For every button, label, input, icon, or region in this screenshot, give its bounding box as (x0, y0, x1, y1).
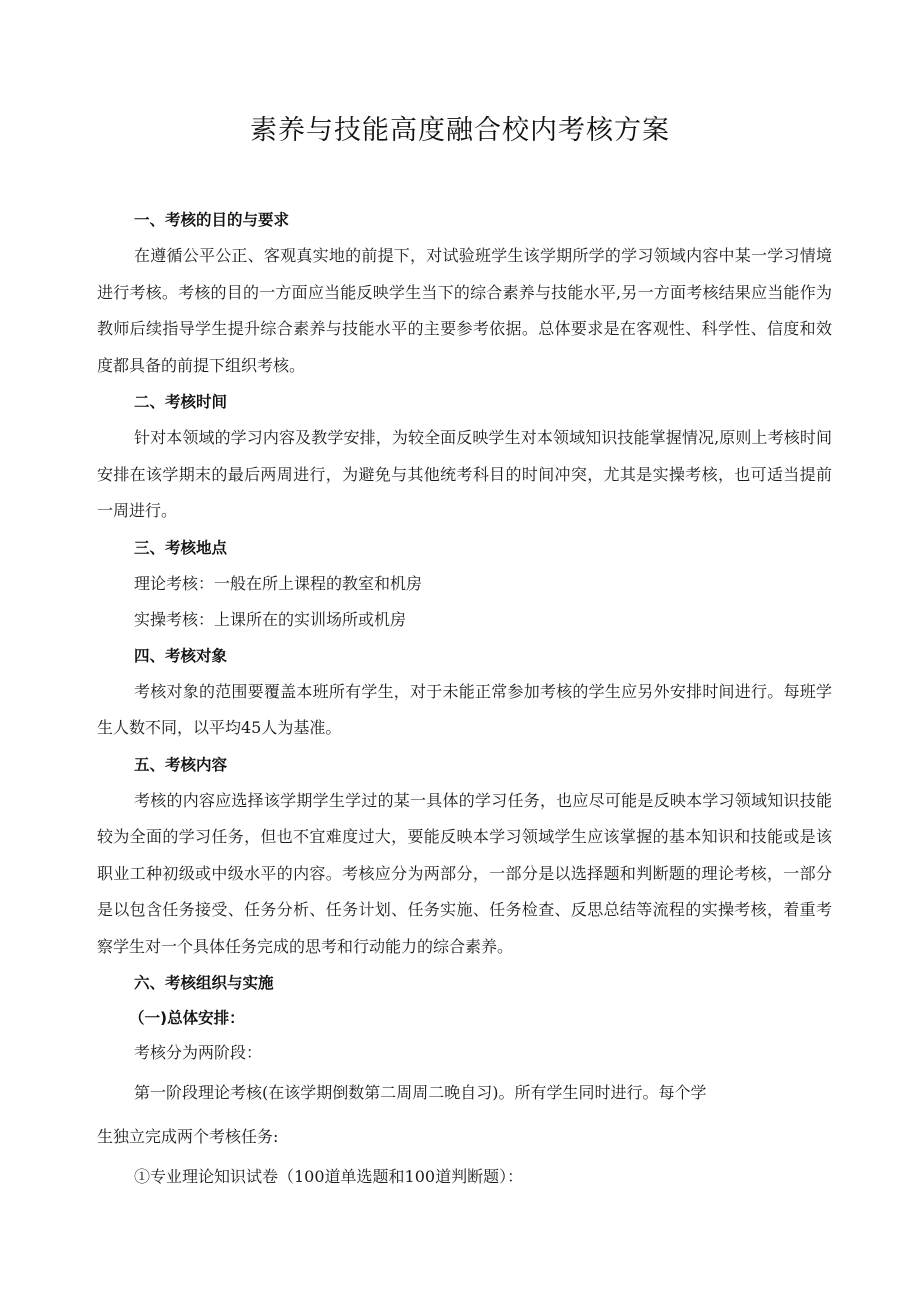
section-text-target: 考核对象的范围要覆盖本班所有学生，对于未能正常参加考核的学生应另外安排时间进行。每班学生人数不同，以平均45人为基准。 (97, 681, 832, 737)
section-heading-organization: 六、考核组织与实施 (134, 974, 274, 992)
section-text-time: 针对本领域的学习内容及教学安排，为较全面反映学生对本领域知识技能掌握情况,原则上考核时间安排在该学期末的最后两周进行，为避免与其他统考科目的时间冲突，尤其是实操考核，也可适当提前一周进行。 (97, 428, 832, 520)
document-title: 素养与技能高度融合校内考核方案 (250, 115, 670, 146)
section-heading-time: 二、考核时间 (134, 393, 228, 411)
subsection-heading-overall: （一)总体安排： (129, 1009, 245, 1027)
location-theory: 理论考核：一般在所上课程的教室和机房 (134, 573, 423, 593)
section-heading-location: 三、考核地点 (134, 538, 228, 557)
section-text-content: 考核的内容应选择该学期学生学过的某一具体的学习任务，也应尽可能是反映本学习领域知识技能较为全面的学习任务，但也不宜难度过大，要能反映本学习领域学生应该掌握的基本知识和技能或是该职业工种初级或中级水平的内容。考核应分为两部分，一部分是以选择题和判断题的理论考核，一部分是以包含任务接受、任务分析、任务计划、任务实施、任务检查、反思总结等流程的实操考核，着重考察学生对一个具体任务完成的思考和行动能力的综合素养。 (97, 790, 832, 956)
organization-line-phase-one: 第一阶段理论考核(在该学期倒数第二周周二晚自习)。所有学生同时进行。每个学 (134, 1083, 707, 1102)
organization-line-stages: 考核分为两阶段： (134, 1043, 263, 1062)
section-text-purpose: 在遵循公平公正、客观真实地的前提下，对试验班学生该学期所学的学习领域内容中某一学习情境进行考核。考核的目的一方面应当能反映学生当下的综合素养与技能水平,另一方面考核结果应当能作为教师后续指导学生提升综合素养与技能水平的主要参考依据。总体要求是在客观性、科学性、信度和效度都具备的前提下组织考核。 (97, 246, 832, 375)
organization-line-phase-one-cont: 生独立完成两个考核任务: (97, 1127, 279, 1146)
organization-line-task-one: ①专业理论知识试卷（100道单选题和100道判断题）： (134, 1167, 524, 1186)
section-heading-target: 四、考核对象 (134, 646, 228, 665)
section-heading-purpose: 一、考核的目的与要求 (134, 211, 290, 229)
section-heading-content: 五、考核内容 (134, 755, 228, 774)
location-practice: 实操考核：上课所在的实训场所或机房 (134, 609, 407, 629)
document-body (97, 202, 832, 1195)
